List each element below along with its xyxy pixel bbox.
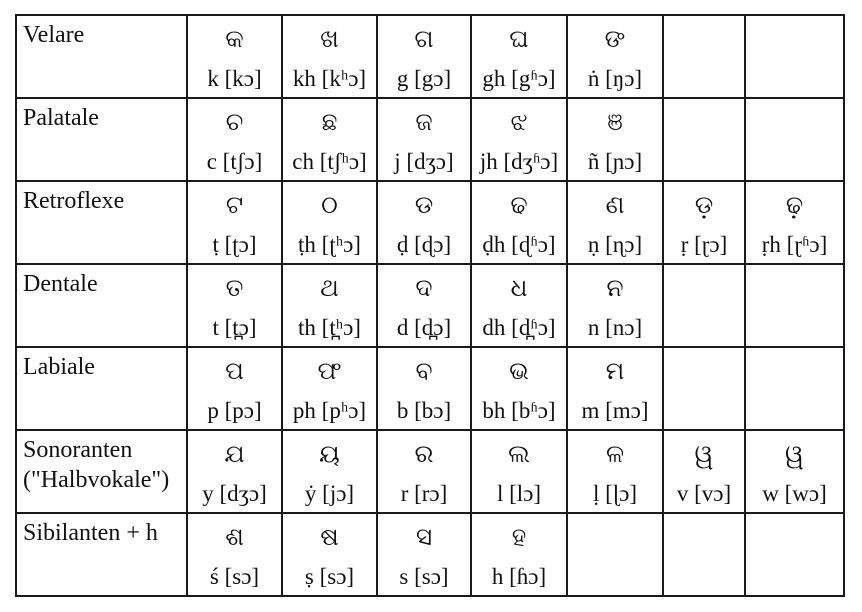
oriya-letter: ଧ [510, 273, 528, 302]
letter-cell [471, 181, 567, 264]
letter-cell [187, 98, 282, 181]
letter-cell [377, 513, 471, 596]
category-cell [16, 181, 187, 264]
letter-cell [282, 430, 377, 513]
category-cell [16, 430, 187, 513]
letter-cell [745, 430, 844, 513]
oriya-letter: ଖ [320, 24, 339, 53]
oriya-letter: ଣ [605, 190, 625, 219]
letter-cell [377, 15, 471, 98]
transliteration: m [mɔ] [581, 398, 649, 423]
transliteration: r [rɔ] [400, 481, 448, 506]
letter-cell [187, 513, 282, 596]
table-row [16, 15, 844, 98]
letter-cell [282, 98, 377, 181]
letter-cell [567, 98, 663, 181]
table-row [16, 513, 844, 596]
empty-cell [745, 264, 844, 347]
oriya-letter: ଗ [414, 24, 434, 53]
transliteration: dh [d̪ʱɔ] [482, 315, 556, 340]
transliteration: v [vɔ] [676, 481, 732, 506]
empty-cell [663, 513, 745, 596]
letter-cell [471, 347, 567, 430]
letter-cell [567, 15, 663, 98]
table-row [16, 181, 844, 264]
transliteration: c [tʃɔ] [206, 149, 263, 174]
letter-cell [282, 264, 377, 347]
transliteration: g [gɔ] [396, 66, 452, 91]
transliteration: t [t̪ɔ] [212, 315, 257, 340]
transliteration: ḍ [ɖɔ] [396, 232, 452, 257]
oriya-letter: ପ [225, 356, 244, 385]
transliteration: w [wɔ] [762, 481, 827, 506]
category-label: Dentale [23, 271, 98, 297]
transliteration: ph [pʰɔ] [292, 398, 367, 423]
letter-cell [377, 347, 471, 430]
oriya-letter: ଟ [225, 190, 244, 219]
letter-cell [377, 264, 471, 347]
empty-cell [745, 98, 844, 181]
oriya-letter: ର [414, 439, 434, 468]
transliteration: ṛh [ɽʱɔ] [761, 232, 828, 257]
oriya-letter: ଢ [510, 190, 528, 219]
oriya-letter: ବ [415, 356, 433, 385]
oriya-letter: ଘ [509, 24, 529, 53]
category-label: Velare [23, 22, 85, 48]
oriya-letter: ୱ [694, 439, 714, 468]
category-label: ("Halbvokale") [23, 467, 170, 493]
oriya-letter: ଶ [225, 522, 244, 551]
letter-cell [282, 15, 377, 98]
letter-cell [567, 264, 663, 347]
transliteration: ṭ [ʈɔ] [212, 232, 257, 257]
transliteration: ṣ [sɔ] [304, 564, 355, 589]
empty-cell [745, 15, 844, 98]
transliteration: ch [tʃʰɔ] [292, 149, 367, 174]
letter-cell [471, 98, 567, 181]
category-label: Sonoranten [23, 437, 133, 463]
transliteration: ḷ [ɭɔ] [592, 481, 638, 506]
empty-cell [567, 513, 663, 596]
oriya-letter: ଡ଼ [694, 190, 714, 219]
oriya-letter: ଥ [320, 273, 339, 302]
transliteration: ṇ [ɳɔ] [587, 232, 643, 257]
oriya-letter: ଭ [509, 356, 529, 385]
transliteration: p [pɔ] [207, 398, 262, 423]
letter-cell [377, 98, 471, 181]
transliteration: ṛ [ɽɔ] [680, 232, 728, 257]
transliteration: kh [kʰɔ] [292, 66, 367, 91]
table-row [16, 347, 844, 430]
transliteration: n [nɔ] [587, 315, 643, 340]
transliteration: ẏ [jɔ] [304, 481, 355, 506]
oriya-letter: ମ [605, 356, 625, 385]
oriya-letter: ଝ [510, 107, 528, 136]
oriya-letter: ଢ଼ [785, 190, 804, 219]
oriya-letter: ଜ [415, 107, 433, 136]
transliteration: gh [gʱɔ] [482, 66, 556, 91]
consonant-table [15, 14, 845, 597]
oriya-letter: ଚ [225, 107, 244, 136]
transliteration: jh [dʒʱɔ] [479, 149, 559, 174]
letter-cell [567, 181, 663, 264]
letter-cell [471, 264, 567, 347]
letter-cell [282, 513, 377, 596]
category-cell [16, 98, 187, 181]
oriya-letter: କ [225, 24, 244, 53]
letter-cell [377, 181, 471, 264]
letter-cell [663, 430, 745, 513]
oriya-letter: ୱ [785, 439, 804, 468]
transliteration: th [t̪ʰɔ] [298, 315, 361, 340]
empty-cell [663, 264, 745, 347]
oriya-letter: ଞ [607, 107, 623, 136]
oriya-letter: ୟ [319, 439, 340, 468]
oriya-letter: ଦ [415, 273, 433, 302]
category-label: Sibilanten + h [23, 520, 158, 546]
empty-cell [663, 347, 745, 430]
letter-cell [567, 347, 663, 430]
oriya-letter: ଛ [321, 107, 338, 136]
empty-cell [663, 15, 745, 98]
transliteration: b [bɔ] [396, 398, 452, 423]
category-cell [16, 15, 187, 98]
letter-cell [187, 15, 282, 98]
table-row [16, 430, 844, 513]
category-cell [16, 347, 187, 430]
transliteration: ṭh [ʈʰɔ] [298, 232, 361, 257]
oriya-letter: ଯ [224, 439, 245, 468]
category-cell [16, 264, 187, 347]
letter-cell [663, 181, 745, 264]
category-cell [16, 513, 187, 596]
transliteration: ñ [ɲɔ] [587, 149, 643, 174]
oriya-letter: ଳ [605, 439, 625, 468]
oriya-letter: ତ [225, 273, 244, 302]
oriya-letter: ଠ [321, 190, 338, 219]
transliteration: y [dʒɔ] [202, 481, 267, 506]
letter-cell [187, 347, 282, 430]
letter-cell [471, 513, 567, 596]
oriya-letter: ଷ [320, 522, 339, 551]
empty-cell [663, 98, 745, 181]
letter-cell [567, 430, 663, 513]
letter-cell [471, 430, 567, 513]
letter-cell [377, 430, 471, 513]
letter-cell [745, 181, 844, 264]
letter-cell [282, 347, 377, 430]
oriya-letter: ନ [606, 273, 624, 302]
oriya-letter: ସ [415, 522, 433, 551]
letter-cell [471, 15, 567, 98]
category-label: Retroflexe [23, 188, 125, 214]
oriya-letter: ଫ [317, 356, 342, 385]
category-label: Palatale [23, 105, 99, 131]
oriya-letter: ଡ [414, 190, 434, 219]
table-row [16, 264, 844, 347]
transliteration: k [kɔ] [207, 66, 262, 91]
oriya-letter: ଲ [508, 439, 530, 468]
category-label: Labiale [23, 354, 95, 380]
transliteration: bh [bʱɔ] [482, 398, 556, 423]
empty-cell [745, 513, 844, 596]
letter-cell [187, 181, 282, 264]
letter-cell [187, 430, 282, 513]
transliteration: l [lɔ] [496, 481, 542, 506]
letter-cell [187, 264, 282, 347]
oriya-letter: ଙ [604, 24, 626, 53]
empty-cell [745, 347, 844, 430]
transliteration: h [ɦɔ] [491, 564, 547, 589]
table-row [16, 98, 844, 181]
transliteration: s [sɔ] [399, 564, 449, 589]
transliteration: j [dʒɔ] [394, 149, 454, 174]
letter-cell [282, 181, 377, 264]
transliteration: d [d̪ɔ] [396, 315, 452, 340]
transliteration: ṅ [ŋɔ] [587, 66, 643, 91]
oriya-letter: ହ [511, 522, 527, 551]
transliteration: ḍh [ɖʱɔ] [482, 232, 556, 257]
transliteration: ś [sɔ] [209, 564, 260, 589]
